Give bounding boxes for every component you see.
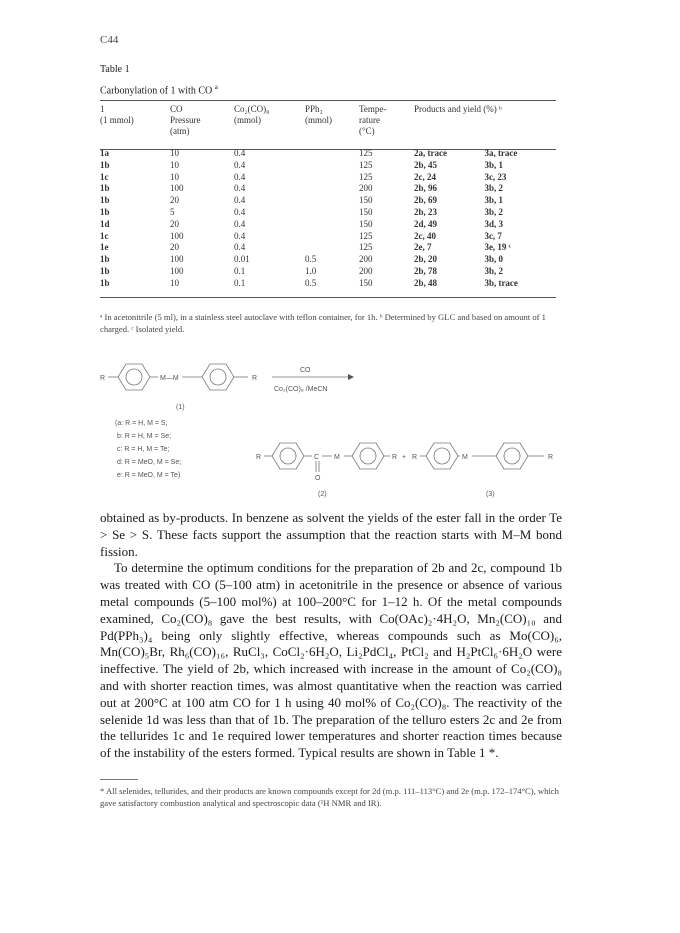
table-row xyxy=(100,207,556,219)
table-cell xyxy=(305,231,359,243)
table-cell: 0.1 xyxy=(234,277,246,288)
scheme-variant-b: b: R = H, M = Se; xyxy=(117,433,172,440)
table-row xyxy=(100,242,556,254)
table-cell: 0.4 xyxy=(234,230,246,241)
header-temperature: Tempe- rature (°C) xyxy=(359,104,387,136)
scheme-compound-1: (1) xyxy=(176,404,185,411)
table-cell: 0.4 xyxy=(234,159,246,170)
table-cell: 200 xyxy=(359,183,373,194)
table-cell: 3b, 1 xyxy=(484,195,503,206)
scheme-arrow-head xyxy=(348,374,354,380)
scheme-m-m: M—M xyxy=(160,375,179,382)
table-cell: 2c, 40 xyxy=(414,230,436,241)
table-cell: 20 xyxy=(170,242,179,253)
table-cell: 3b, 2 xyxy=(484,206,503,217)
scheme-compound-2: (2) xyxy=(318,491,327,498)
table-cell: 150 xyxy=(359,277,373,288)
scheme-compound-3: (3) xyxy=(486,491,495,498)
scheme-variant-a: (a: R = H, M = S; xyxy=(115,420,168,427)
scheme-ring-3b-inner xyxy=(504,448,520,464)
table-cell: 150 xyxy=(359,218,373,229)
table-cell: 1d xyxy=(100,218,110,229)
scheme-plus: + xyxy=(402,454,407,461)
reaction-scheme xyxy=(96,352,586,502)
table-cell: 1c xyxy=(100,171,109,182)
table-cell: 100 xyxy=(170,265,184,276)
scheme-ring-2b-inner xyxy=(360,448,376,464)
table-cell: 3b, 0 xyxy=(484,254,503,265)
scheme-prod2-r1: R xyxy=(256,454,262,461)
table-cell: 150 xyxy=(359,206,373,217)
table-cell: 2b, 48 xyxy=(414,277,438,288)
scheme-ring-2a-inner xyxy=(280,448,296,464)
table-cell: 1e xyxy=(100,242,109,253)
table-cell: 2b, 78 xyxy=(414,265,438,276)
scheme-ring-3a-inner xyxy=(434,448,450,464)
table-row xyxy=(100,278,556,290)
table-cell: 1b xyxy=(100,206,110,217)
table-cell: 10 xyxy=(170,277,179,288)
table-cell: 125 xyxy=(359,171,373,182)
scheme-variant-d: d: R = MeO, M = Se; xyxy=(117,459,182,466)
scheme-ring-1a xyxy=(118,364,150,390)
table-caption-mark: a xyxy=(214,83,218,91)
scheme-ring-2a xyxy=(272,443,304,469)
table-cell: 125 xyxy=(359,242,373,253)
table-cell: 1b xyxy=(100,265,110,276)
table-cell: 100 xyxy=(170,230,184,241)
table-cell: 100 xyxy=(170,183,184,194)
scheme-prod2-r2: R xyxy=(392,454,398,461)
table-cell: 1b xyxy=(100,254,110,265)
table-row xyxy=(100,148,556,160)
table-cell xyxy=(305,183,359,195)
table-header-row xyxy=(100,104,556,148)
table-cell: 1a xyxy=(100,148,109,158)
scheme-ring-1a-inner xyxy=(126,369,142,385)
table-row xyxy=(100,219,556,231)
table-cell: 2b, 45 xyxy=(414,159,438,170)
table-cell: 10 xyxy=(170,171,179,182)
table-cell xyxy=(305,219,359,231)
table-cell: 0.5 xyxy=(305,277,317,288)
header-products: Products and yield (%) ᵇ xyxy=(414,104,502,114)
table-cell: 3e, 19 ᶜ xyxy=(484,242,512,253)
table-cell: 0.1 xyxy=(234,265,246,276)
scheme-r-right: R xyxy=(252,375,258,382)
table-cell: 0.4 xyxy=(234,183,246,194)
table-cell: 2b, 20 xyxy=(414,254,438,265)
table-cell xyxy=(305,160,359,172)
table-cell: 20 xyxy=(170,195,179,206)
table-cell: 3b, 2 xyxy=(484,183,503,194)
table-cell: 3b, trace xyxy=(484,277,518,288)
scheme-prod2-c: C xyxy=(314,454,320,461)
table-cell: 0.4 xyxy=(234,195,246,206)
table-row xyxy=(100,160,556,172)
scheme-ring-3b xyxy=(496,443,528,469)
scheme-reagent-bottom: Co₂(CO)₈ /MeCN xyxy=(274,386,328,393)
table-cell: 2b, 23 xyxy=(414,206,438,217)
table-cell: 2a, trace xyxy=(414,148,447,158)
table-cell: 1b xyxy=(100,195,110,206)
table-cell: 3d, 3 xyxy=(484,218,503,229)
table-cell: 0.4 xyxy=(234,148,246,158)
table-cell: 2c, 24 xyxy=(414,171,436,182)
table-row xyxy=(100,172,556,184)
table-cell: 2b, 96 xyxy=(414,183,438,194)
table-cell: 100 xyxy=(170,254,184,265)
table-row xyxy=(100,266,556,278)
table-cell: 0.5 xyxy=(305,254,317,265)
table-cell: 200 xyxy=(359,254,373,265)
scheme-ring-1b xyxy=(202,364,234,390)
scheme-prod2-m: M xyxy=(334,454,340,461)
table-cell: 0.4 xyxy=(234,206,246,217)
table-cell: 3b, 2 xyxy=(484,265,503,276)
table-cell: 200 xyxy=(359,265,373,276)
table-row xyxy=(100,231,556,243)
scheme-variant-c: c: R = H, M = Te; xyxy=(117,446,170,453)
table-cell: 150 xyxy=(359,195,373,206)
table-footnote: ᵃ In acetonitrile (5 ml), in a stainless steel autoclave with teflon container, for 1h. ᵇ Determined by GLC and based on amount of 1 charged. ᶜ Isolated yield. xyxy=(100,312,546,334)
table-top-rule xyxy=(100,100,556,101)
scheme-r-left: R xyxy=(100,375,106,382)
table-cell xyxy=(305,195,359,207)
table-cell: 2b, 69 xyxy=(414,195,438,206)
table-cell xyxy=(305,172,359,184)
table-cell: 125 xyxy=(359,148,373,158)
scheme-prod2-o: O xyxy=(315,475,321,482)
scheme-prod3-r1: R xyxy=(412,454,418,461)
table-cell xyxy=(305,148,359,160)
table-cell: 0.4 xyxy=(234,171,246,182)
scheme-ring-3a xyxy=(426,443,458,469)
table-cell: 3c, 7 xyxy=(484,230,502,241)
table-cell: 1b xyxy=(100,159,110,170)
scheme-variant-e: e: R = MeO, M = Te) xyxy=(117,472,181,479)
table-cell: 2d, 49 xyxy=(414,218,438,229)
scheme-prod3-m: M xyxy=(462,454,468,461)
table-cell: 5 xyxy=(170,206,175,217)
table-cell: 125 xyxy=(359,159,373,170)
paragraph-2: To determine the optimum conditions for the preparation of 2b and 2c, compound 1b was treated with CO (5–100 atm) in acetonitrile in the presence or absence of various metal compounds (5–100 mol%) at 100–200°C for 1–12 h. Of the metal compounds examined, Co₂(CO)₈ gave the best results, with Co(OAc)₂·4H₂O, Mn₂(CO)₁₀ and Pd(PPh₃)₄ being only slightly effective, whereas compounds such as Mo(CO)₆, Mn(CO)₅Br, Rh₆(CO)₁₆, RuCl₃, CoCl₂·6H₂O, Li₂PdCl₄, PtCl₂ and H₂PtCl₆·6H₂O were ineffective. The yield of 2b, which increased with increase in the amount of Co₂(CO)₈ and with shorter reaction times, was almost quantitative when the reaction was carried out at 200°C at 100 atm CO for 1 h using 40 mol% of Co₂(CO)₈. The reactivity of the selenide 1d was less than that of 1b. The preparation of the telluro esters 2c and 2e from the tellurides 1c and 1e required lower temperatures and shorter reaction times because of the instability of the esters formed. Typical results are shown in Table 1 *. xyxy=(100,560,562,761)
table-cell xyxy=(305,207,359,219)
footnote-separator xyxy=(100,779,138,780)
table-label: Table 1 xyxy=(100,64,130,75)
header-compound: 1 (1 mmol) xyxy=(100,104,134,125)
header-catalyst: Co₂(CO)₈ (mmol) xyxy=(234,104,270,125)
table-row xyxy=(100,183,556,195)
page-footnote: * All selenides, tellurides, and their products are known compounds except for 2d (m.p. 111–113°C) and 2e (m.p. 172–174°C), which gave satisfactory combustion analytical and spectroscopic data (¹H NMR and IR). xyxy=(100,786,559,808)
header-pph3: PPh₃ (mmol) xyxy=(305,104,332,125)
table-cell: 1b xyxy=(100,183,110,194)
header-pressure: CO Pressure (atm) xyxy=(170,104,201,136)
table-cell: 20 xyxy=(170,218,179,229)
table-bottom-rule xyxy=(100,297,556,298)
table-row xyxy=(100,254,556,266)
table-cell: 0.4 xyxy=(234,242,246,253)
table-row xyxy=(100,195,556,207)
table-cell: 10 xyxy=(170,159,179,170)
table-cell: 0.01 xyxy=(234,254,250,265)
table-caption xyxy=(100,83,218,96)
table-cell: 2e, 7 xyxy=(414,242,432,253)
table-caption-text: Carbonylation of 1 with CO xyxy=(100,85,213,97)
table-cell: 125 xyxy=(359,230,373,241)
table-cell: 1c xyxy=(100,230,109,241)
table-cell: 1.0 xyxy=(305,265,317,276)
table-cell: 3c, 23 xyxy=(484,171,507,182)
scheme-ring-2b xyxy=(352,443,384,469)
page-number: C44 xyxy=(100,34,119,46)
body-text xyxy=(100,510,562,762)
scheme-prod3-r2: R xyxy=(548,454,554,461)
results-table xyxy=(100,104,556,290)
table-cell: 3a, trace xyxy=(484,148,518,158)
table-cell: 10 xyxy=(170,148,179,158)
paragraph-1: obtained as by-products. In benzene as solvent the yields of the ester fall in the order Te > Se > S. These facts support the assumption that the reaction starts with M–M bond fission. xyxy=(100,510,562,559)
table-cell xyxy=(305,242,359,254)
table-cell: 1b xyxy=(100,277,110,288)
table-cell: 3b, 1 xyxy=(484,159,503,170)
scheme-reagent-top: CO xyxy=(300,367,311,374)
scheme-ring-1b-inner xyxy=(210,369,226,385)
table-cell: 0.4 xyxy=(234,218,246,229)
